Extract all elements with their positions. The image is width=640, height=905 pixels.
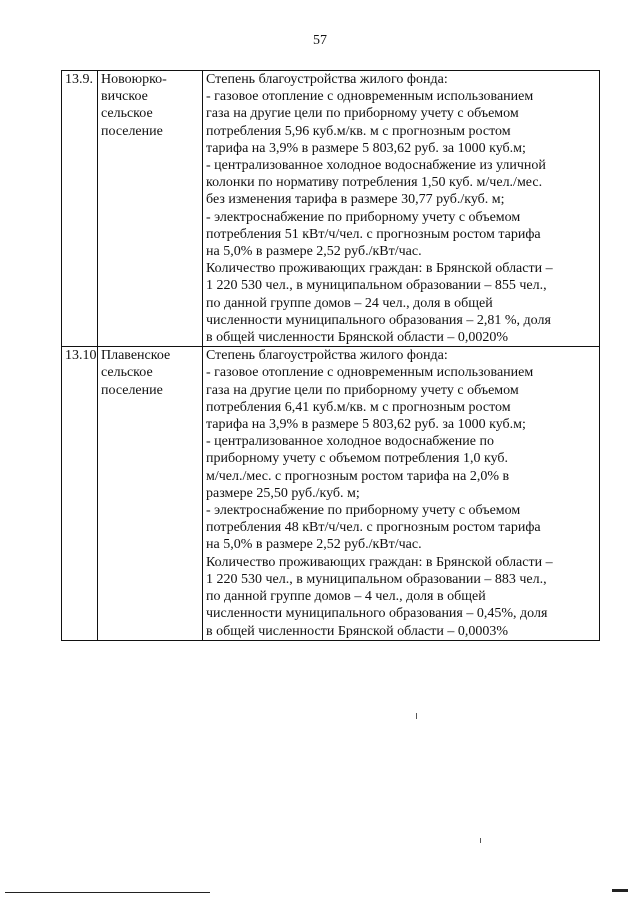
settlement-name — [98, 71, 203, 347]
description-line: на 5,0% в размере 2,52 руб./кВт/час. — [206, 537, 422, 553]
settlement-name-line: Плавенское — [101, 348, 171, 364]
description-line: - электроснабжение по приборному учету с объемом — [206, 209, 521, 225]
description-line: на 5,0% в размере 2,52 руб./кВт/час. — [206, 244, 422, 260]
table-row — [62, 347, 600, 640]
description-line: м/чел./мес. с прогнозным ростом тарифа на 2,0% в — [206, 468, 510, 484]
description-line: тарифа на 3,9% в размере 5 803,62 руб. за 1000 куб.м; — [206, 417, 526, 433]
data-table — [61, 70, 600, 641]
settlement-name-line: поселение — [101, 123, 163, 139]
description-line: - газовое отопление с одновременным использованием — [206, 89, 534, 105]
description-line: потребления 51 кВт/ч/чел. с прогнозным ростом тарифа — [206, 226, 541, 242]
description-line: в общей численности Брянской области – 0,0020% — [206, 330, 509, 346]
description-line: газа на другие цели по приборному учету с объемом — [206, 106, 519, 122]
description-line: Количество проживающих граждан: в Брянской области – — [206, 554, 553, 570]
description-line: в общей численности Брянской области – 0,0003% — [206, 623, 509, 639]
description-line: численности муниципального образования – 0,45%, доля — [206, 606, 548, 622]
corner-mark — [612, 889, 628, 892]
settlement-name-line: Новоюрко- — [101, 72, 167, 87]
description-line: газа на другие цели по приборному учету с объемом — [206, 382, 519, 398]
description-line: по данной группе домов – 4 чел., доля в общей — [206, 589, 486, 605]
description-line: размере 25,50 руб./куб. м; — [206, 485, 360, 501]
settlement-name-line: сельское — [101, 106, 153, 122]
description-line: по данной группе домов – 24 чел., доля в общей — [206, 295, 493, 311]
scan-speck — [416, 713, 417, 719]
description-line: потребления 6,41 куб.м/кв. м с прогнозным ростом — [206, 399, 511, 415]
description-line: тарифа на 3,9% в размере 5 803,62 руб. за 1000 куб.м; — [206, 140, 526, 156]
scan-speck — [480, 838, 481, 843]
settlement-name-line: сельское — [101, 365, 153, 381]
table-body — [62, 71, 600, 641]
description-line: приборному учету с объемом потребления 1,0 куб. — [206, 451, 509, 467]
description-line: без изменения тарифа в размере 30,77 руб./куб. м; — [206, 192, 505, 208]
description-line: 1 220 530 чел., в муниципальном образовании – 855 чел., — [206, 278, 547, 294]
description-line: численности муниципального образования – 2,81 %, доля — [206, 312, 551, 328]
description-line: потребления 48 кВт/ч/чел. с прогнозным ростом тарифа — [206, 520, 541, 536]
description — [203, 347, 600, 640]
description-line: Количество проживающих граждан: в Брянской области – — [206, 261, 553, 277]
row-number: 13.9. — [62, 71, 98, 347]
description-line: потребления 5,96 куб.м/кв. м с прогнозным ростом — [206, 123, 511, 139]
description-line: колонки по нормативу потребления 1,50 куб. м/чел./мес. — [206, 175, 543, 191]
description-line: - централизованное холодное водоснабжение по — [206, 434, 494, 450]
table-row — [62, 71, 600, 347]
description-line: - централизованное холодное водоснабжение из уличной — [206, 158, 546, 174]
settlement-name — [98, 347, 203, 640]
settlement-name-line: вичское — [101, 89, 148, 105]
description — [203, 71, 600, 347]
description-line: 1 220 530 чел., в муниципальном образовании – 883 чел., — [206, 571, 547, 587]
footer-rule — [5, 892, 210, 893]
description-line: - электроснабжение по приборному учету с объемом — [206, 503, 521, 519]
description-line: - газовое отопление с одновременным использованием — [206, 365, 534, 381]
description-line: Степень благоустройства жилого фонда: — [206, 348, 448, 364]
row-number: 13.10 — [62, 347, 98, 640]
description-line: Степень благоустройства жилого фонда: — [206, 72, 448, 87]
page-number: 57 — [313, 33, 327, 48]
settlement-name-line: поселение — [101, 382, 163, 398]
